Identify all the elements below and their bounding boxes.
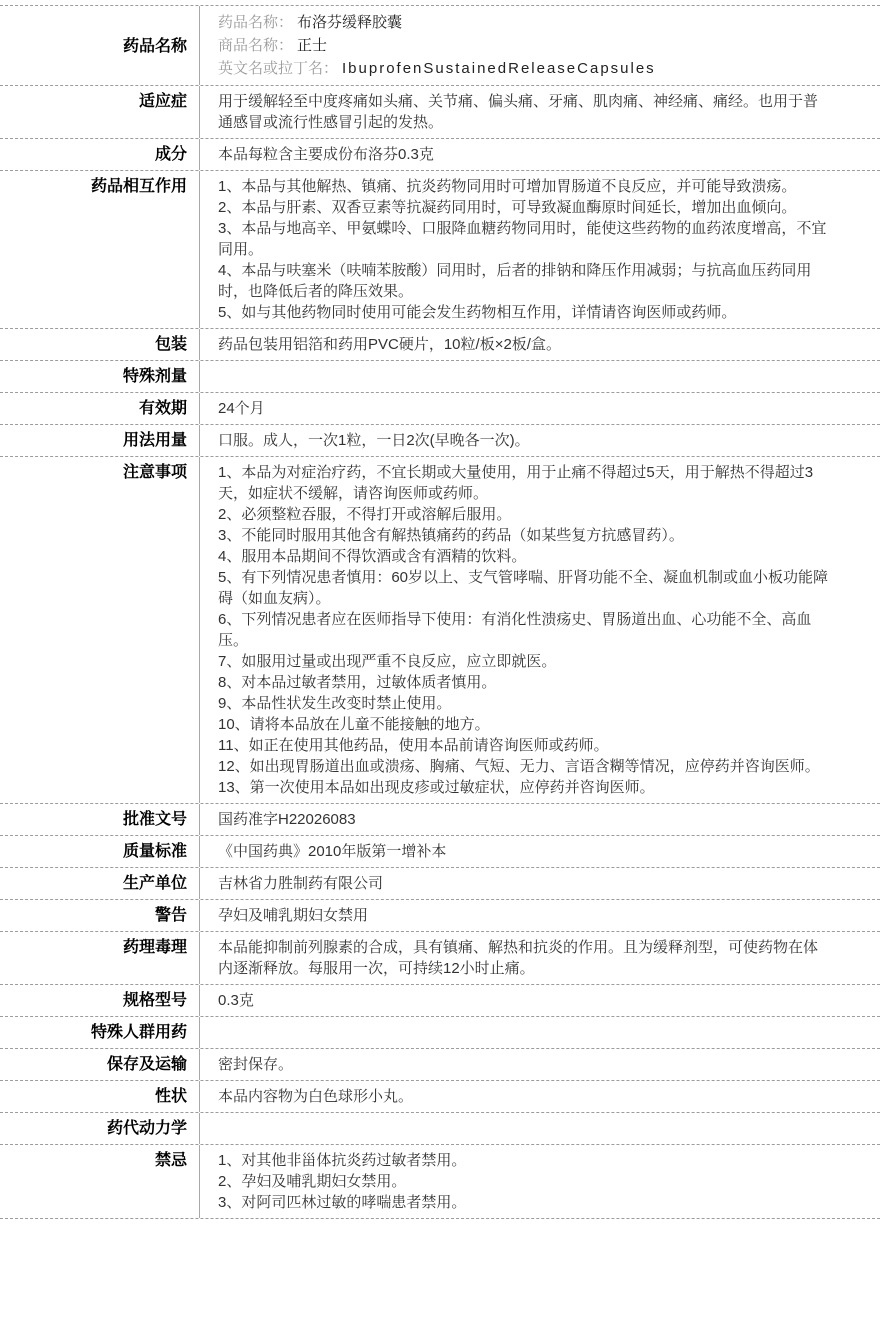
row-label: 有效期 bbox=[138, 400, 187, 417]
row-label: 保存及运输 bbox=[106, 1056, 187, 1073]
content-line: 13、第一次使用本品如出现皮疹或过敏症状，应停药并咨询医师。 bbox=[218, 779, 655, 796]
row-label: 规格型号 bbox=[122, 992, 187, 1009]
content-line: 9、本品性状发生改变时禁止使用。 bbox=[218, 695, 452, 712]
content-line: 本品每粒含主要成份布洛芬0.3克 bbox=[218, 146, 434, 163]
row-content bbox=[199, 1113, 880, 1144]
table-row bbox=[0, 171, 880, 329]
table-row bbox=[0, 868, 880, 900]
content-line: 7、如服用过量或出现严重不良反应，应立即就医。 bbox=[218, 653, 557, 670]
content-line: 10、请将本品放在儿童不能接触的地方。 bbox=[218, 716, 490, 733]
field-key: 药品名称： bbox=[218, 14, 294, 31]
drug-name-line bbox=[218, 11, 832, 34]
content-line: 2、本品与肝素、双香豆素等抗凝药同用时，可导致凝血酶原时间延长，增加出血倾向。 bbox=[218, 199, 797, 216]
content-line: 1、本品为对症治疗药，不宜长期或大量使用，用于止痛不得超过5天，用于解热不得超过3天，如症状不缓解，请咨询医师或药师。 bbox=[218, 464, 814, 502]
content-line: 口服。成人，一次1粒，一日2次(早晚各一次)。 bbox=[218, 432, 530, 449]
content-line: 12、如出现胃肠道出血或溃疡、胸痛、气短、无力、言语含糊等情况，应停药并咨询医师。 bbox=[218, 758, 820, 775]
table-row bbox=[0, 393, 880, 425]
table-row bbox=[0, 457, 880, 804]
content-line: 3、不能同时服用其他含有解热镇痛药的药品（如某些复方抗感冒药）。 bbox=[218, 527, 684, 544]
row-content bbox=[199, 1049, 880, 1080]
content-line: 密封保存。 bbox=[218, 1056, 294, 1073]
row-content bbox=[199, 985, 880, 1016]
content-line: 用于缓解轻至中度疼痛如头痛、关节痛、偏头痛、牙痛、肌肉痛、神经痛、痛经。也用于普通感冒或流行性感冒引起的发热。 bbox=[218, 93, 819, 131]
row-content bbox=[199, 6, 880, 85]
row-label: 禁忌 bbox=[154, 1152, 187, 1169]
content-line: 药品包装用铝箔和药用PVC硬片，10粒/板×2板/盒。 bbox=[218, 336, 561, 353]
row-label: 注意事项 bbox=[122, 464, 187, 481]
table-row bbox=[0, 932, 880, 985]
content-line: 1、本品与其他解热、镇痛、抗炎药物同用时可增加胃肠道不良反应，并可能导致溃疡。 bbox=[218, 178, 797, 195]
content-line: 4、本品与呋塞米（呋喃苯胺酸）同用时，后者的排钠和降压作用减弱；与抗高血压药同用时，也降低后者的降压效果。 bbox=[218, 262, 812, 300]
table-row bbox=[0, 900, 880, 932]
content-line: 孕妇及哺乳期妇女禁用 bbox=[218, 907, 369, 924]
table-row bbox=[0, 1081, 880, 1113]
row-label: 适应症 bbox=[138, 93, 187, 110]
table-row bbox=[0, 985, 880, 1017]
field-value: 布洛芬缓释胶囊 bbox=[297, 14, 403, 31]
row-content bbox=[199, 1017, 880, 1048]
row-content bbox=[199, 393, 880, 424]
row-label: 药品相互作用 bbox=[90, 178, 187, 195]
content-line: 11、如正在使用其他药品，使用本品前请咨询医师或药师。 bbox=[218, 737, 609, 754]
table-row bbox=[0, 836, 880, 868]
content-line: 6、下列情况患者应在医师指导下使用：有消化性溃疡史、胃肠道出血、心功能不全、高血压。 bbox=[218, 611, 812, 649]
row-label: 药代动力学 bbox=[106, 1120, 187, 1137]
content-line: 本品能抑制前列腺素的合成，具有镇痛、解热和抗炎的作用。且为缓释剂型，可使药物在体内逐渐释放。每服用一次，可持续12小时止痛。 bbox=[218, 939, 819, 977]
row-content bbox=[199, 171, 880, 328]
row-content bbox=[199, 1081, 880, 1112]
row-label: 包装 bbox=[154, 336, 187, 353]
content-line: 0.3克 bbox=[218, 992, 254, 1009]
table-row bbox=[0, 1113, 880, 1145]
row-label: 用法用量 bbox=[122, 432, 187, 449]
row-label: 质量标准 bbox=[122, 843, 187, 860]
content-line: 4、服用本品期间不得饮酒或含有酒精的饮料。 bbox=[218, 548, 527, 565]
content-line: 《中国药典》2010年版第一增补本 bbox=[218, 843, 447, 860]
table-row bbox=[0, 1017, 880, 1049]
table-row bbox=[0, 425, 880, 457]
drug-name-line bbox=[218, 57, 832, 80]
content-line: 2、必须整粒吞服，不得打开或溶解后服用。 bbox=[218, 506, 512, 523]
content-line: 3、本品与地高辛、甲氨蝶呤、口服降血糖药物同用时，能使这些药物的血药浓度增高，不宜同用。 bbox=[218, 220, 827, 258]
content-line: 本品内容物为白色球形小丸。 bbox=[218, 1088, 414, 1105]
row-content bbox=[199, 329, 880, 360]
row-content bbox=[199, 932, 880, 984]
drug-name-line bbox=[218, 34, 832, 57]
field-value: 正士 bbox=[297, 37, 328, 54]
row-label: 特殊剂量 bbox=[122, 368, 187, 385]
row-content bbox=[199, 457, 880, 803]
row-label: 特殊人群用药 bbox=[90, 1024, 187, 1041]
row-content bbox=[199, 1145, 880, 1218]
content-line: 5、有下列情况患者慎用：60岁以上、支气管哮喘、肝肾功能不全、凝血机制或血小板功能障碍（如血友病）。 bbox=[218, 569, 829, 607]
table-row bbox=[0, 1049, 880, 1081]
table-row bbox=[0, 361, 880, 393]
row-content bbox=[199, 804, 880, 835]
row-label: 批准文号 bbox=[122, 811, 187, 828]
row-label: 性状 bbox=[154, 1088, 187, 1105]
row-label: 药理毒理 bbox=[122, 939, 187, 956]
row-label: 警告 bbox=[154, 907, 187, 924]
table-row bbox=[0, 86, 880, 139]
content-line: 3、对阿司匹林过敏的哮喘患者禁用。 bbox=[218, 1194, 467, 1211]
field-key: 英文名或拉丁名： bbox=[218, 60, 339, 77]
row-label: 药品名称 bbox=[122, 37, 187, 55]
content-line: 国药准字H22026083 bbox=[218, 811, 356, 828]
row-content bbox=[199, 425, 880, 456]
table-row bbox=[0, 1145, 880, 1219]
field-key: 商品名称： bbox=[218, 37, 294, 54]
table-row bbox=[0, 804, 880, 836]
row-content bbox=[199, 900, 880, 931]
row-content bbox=[199, 86, 880, 138]
row-label: 成分 bbox=[154, 146, 187, 163]
table-row bbox=[0, 329, 880, 361]
row-content bbox=[199, 139, 880, 170]
table-row bbox=[0, 139, 880, 171]
row-label: 生产单位 bbox=[122, 875, 187, 892]
table-row bbox=[0, 6, 880, 86]
drug-info-table bbox=[0, 5, 880, 1219]
content-line: 1、对其他非甾体抗炎药过敏者禁用。 bbox=[218, 1152, 467, 1169]
row-content bbox=[199, 868, 880, 899]
row-content bbox=[199, 836, 880, 867]
field-value: IbuprofenSustainedReleaseCapsules bbox=[342, 60, 656, 77]
content-line: 24个月 bbox=[218, 400, 265, 417]
content-line: 8、对本品过敏者禁用，过敏体质者慎用。 bbox=[218, 674, 497, 691]
content-line: 2、孕妇及哺乳期妇女禁用。 bbox=[218, 1173, 407, 1190]
content-line: 5、如与其他药物同时使用可能会发生药物相互作用，详情请咨询医师或药师。 bbox=[218, 304, 737, 321]
content-line: 吉林省力胜制药有限公司 bbox=[218, 875, 384, 892]
row-content bbox=[199, 361, 880, 392]
